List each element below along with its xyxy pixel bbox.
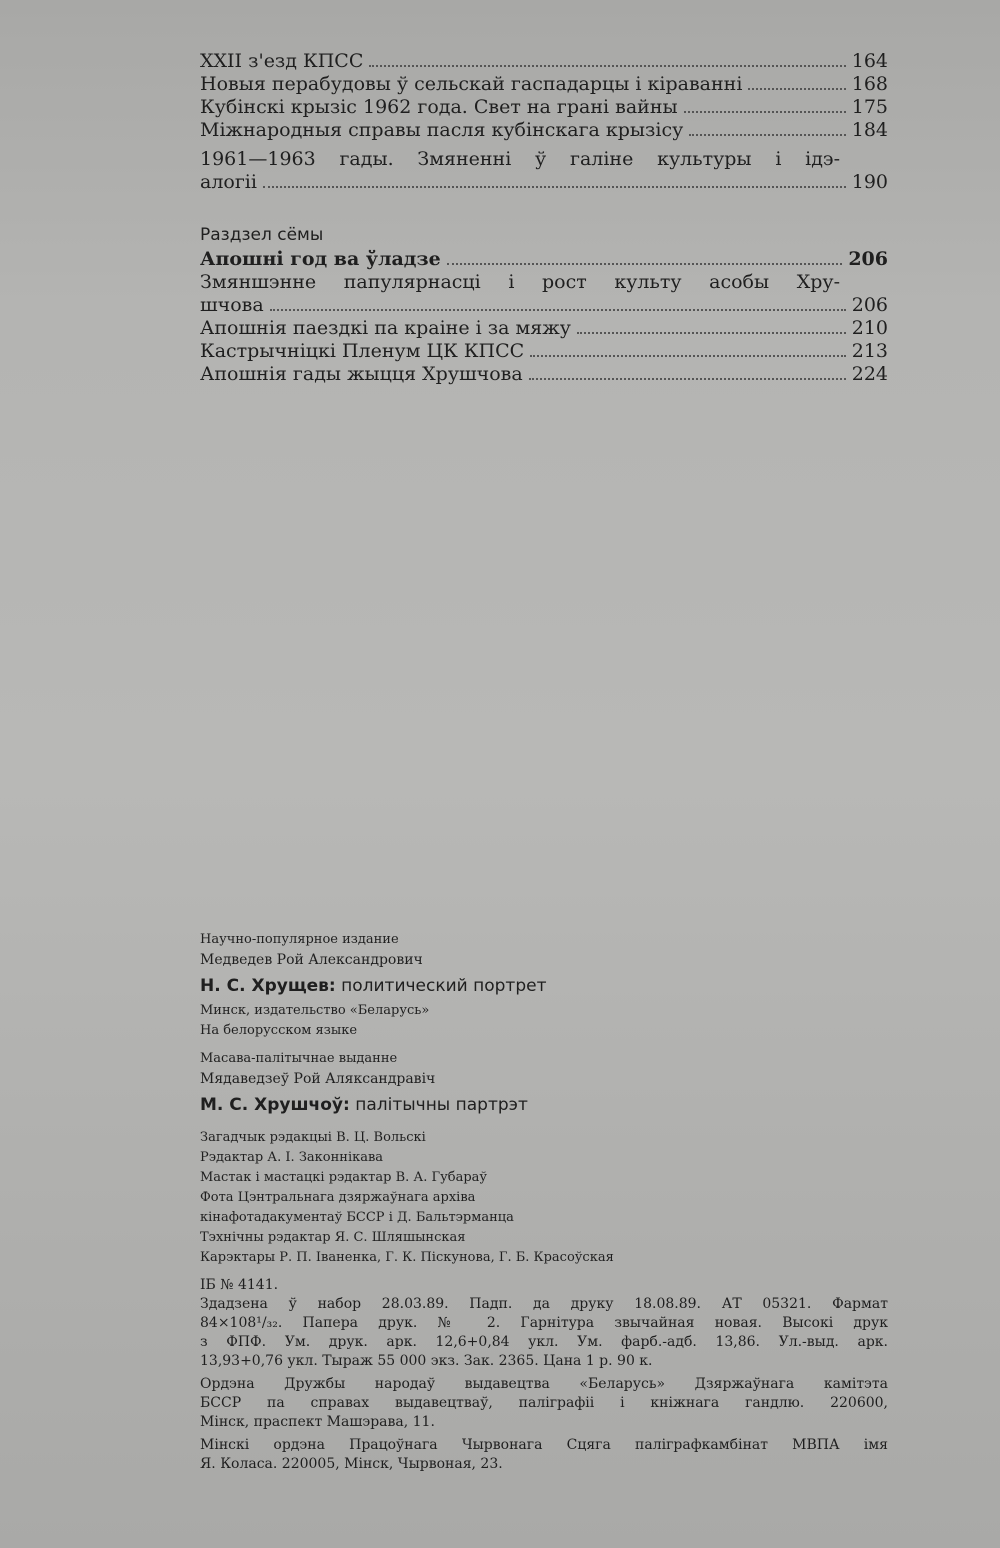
toc-entry-title: Новыя перабудовы ў сельскай гаспадарцы і кіраванні xyxy=(200,73,743,95)
spacer xyxy=(200,1268,888,1276)
table-of-contents xyxy=(200,50,888,386)
toc-entry-title-line1: 1961—1963 гады. Змяненні ў галіне культуры і ідэ- xyxy=(200,148,840,170)
toc-leader-dots xyxy=(270,309,846,311)
toc-entry xyxy=(200,50,888,73)
toc-entry-title: Апошнія гады жыцця Хрушчова xyxy=(200,363,523,385)
toc-entry-page: 210 xyxy=(851,317,888,339)
toc-entry xyxy=(200,96,888,119)
toc-entry-title-line2: шчова xyxy=(200,294,264,316)
toc-entry-page: 164 xyxy=(851,50,888,72)
printer-info xyxy=(200,1436,888,1474)
ib-number: ІБ № 4141. xyxy=(200,1277,279,1293)
by-title xyxy=(200,1090,888,1120)
by-title-rest: палітычны партрэт xyxy=(349,1095,528,1115)
print-data-line: 84×108¹/₃₂. Папера друк. № 2. Гарнітура звычайная новая. Высокі друк xyxy=(200,1315,888,1331)
toc-leader-dots xyxy=(530,355,846,357)
ru-title xyxy=(200,971,888,1001)
toc-entry-title: Кастрычніцкі Пленум ЦК КПСС xyxy=(200,340,525,362)
toc-entry-title: Кубінскі крызіс 1962 года. Свет на грані вайны xyxy=(200,96,678,118)
ru-author: Медведев Рой Александрович xyxy=(200,952,423,968)
spacer xyxy=(200,1041,888,1049)
publisher-info-line: Ордэна Дружбы народаў выдавецтва «Беларусь» Дзяржаўнага камітэта xyxy=(200,1376,888,1392)
credit-line: Тэхнічны рэдактар Я. С. Шляшынская xyxy=(200,1230,466,1245)
publisher-info xyxy=(200,1375,888,1432)
print-data-line: Здадзена ў набор 28.03.89. Падп. да друку 18.08.89. АТ 05321. Фармат xyxy=(200,1296,888,1312)
toc-entry xyxy=(200,317,888,340)
by-edition-type: Масава-палітычнае выданне xyxy=(200,1051,398,1066)
credit-line: Мастак і мастацкі рэдактар В. А. Губараў xyxy=(200,1170,488,1185)
publisher-info-line: Мінск, праспект Машэрава, 11. xyxy=(200,1414,435,1430)
section-title: Апошні год ва ўладзе xyxy=(200,248,441,270)
toc-leader-dots xyxy=(748,88,845,90)
print-data-line: з ФПФ. Ум. друк. арк. 12,6+0,84 укл. Ум. фарб.-адб. 13,86. Ул.-выд. арк. xyxy=(200,1334,888,1350)
ru-edition-type: Научно-популярное издание xyxy=(200,932,399,947)
toc-leader-dots xyxy=(529,378,846,380)
by-title-bold: М. С. Хрушчоў: xyxy=(200,1095,350,1115)
spacer xyxy=(200,1120,888,1128)
toc-entry-title-line1: Змяншэнне папулярнасці і рост культу асобы Хру- xyxy=(200,271,840,293)
toc-entry-page: 184 xyxy=(851,119,888,141)
imprint-block xyxy=(200,930,888,1474)
toc-leader-dots xyxy=(369,65,845,67)
toc-entry xyxy=(200,73,888,96)
ru-language: На белорусском языке xyxy=(200,1023,358,1038)
toc-entry-page: 206 xyxy=(848,248,888,270)
section-title-entry xyxy=(200,248,888,271)
credit-line: кінафотадакументаў БССР і Д. Бальтэрманца xyxy=(200,1210,514,1225)
toc-entry xyxy=(200,119,888,142)
printer-info-line: Мінскі ордэна Працоўнага Чырвонага Сцяга паліграфкамбінат МВПА імя xyxy=(200,1437,888,1453)
toc-leader-dots xyxy=(577,332,846,334)
toc-entry-title: Апошнія паездкі па краіне і за мяжу xyxy=(200,317,571,339)
section-label: Раздзел сёмы xyxy=(200,225,324,245)
toc-entry-title: XXII з'езд КПСС xyxy=(200,50,364,72)
print-data xyxy=(200,1276,888,1371)
ru-publisher: Минск, издательство «Беларусь» xyxy=(200,1003,430,1018)
by-author: Мядаведзеў Рой Аляксандравіч xyxy=(200,1071,436,1087)
printer-info-line: Я. Коласа. 220005, Мінск, Чырвоная, 23. xyxy=(200,1456,503,1472)
toc-leader-dots xyxy=(689,134,845,136)
toc-entry-page: 190 xyxy=(851,171,888,193)
toc-entry-page: 224 xyxy=(851,363,888,385)
toc-entry-page: 206 xyxy=(851,294,888,316)
toc-entry-page: 168 xyxy=(851,73,888,95)
publisher-info-line: БССР па справах выдавецтваў, паліграфіі і кніжнага гандлю. 220600, xyxy=(200,1395,888,1411)
print-data-line: 13,93+0,76 укл. Тыраж 55 000 экз. Зак. 2365. Цана 1 р. 90 к. xyxy=(200,1353,653,1369)
credit-line: Карэктары Р. П. Іваненка, Г. К. Піскунова, Г. Б. Красоўская xyxy=(200,1250,614,1265)
toc-entry xyxy=(200,340,888,363)
toc-entry-page: 175 xyxy=(851,96,888,118)
toc-entry-multiline xyxy=(200,271,888,317)
credit-line: Фота Цэнтральнага дзяржаўнага архіва xyxy=(200,1190,476,1205)
toc-entry-page: 213 xyxy=(851,340,888,362)
toc-entry-title-line2: алогіі xyxy=(200,171,257,193)
toc-entry xyxy=(200,363,888,386)
toc-leader-dots xyxy=(447,263,843,265)
toc-entry-multiline xyxy=(200,148,888,194)
ru-title-bold: Н. С. Хрущев: xyxy=(200,976,336,996)
toc-leader-dots xyxy=(684,111,846,113)
toc-leader-dots xyxy=(263,186,846,188)
credit-line: Рэдактар А. І. Законнікава xyxy=(200,1150,384,1165)
ru-title-rest: политический портрет xyxy=(335,976,547,996)
toc-entry-title: Міжнародныя справы пасля кубінскага крызісу xyxy=(200,119,684,141)
credit-line: Загадчык рэдакцыі В. Ц. Вольскі xyxy=(200,1130,426,1145)
